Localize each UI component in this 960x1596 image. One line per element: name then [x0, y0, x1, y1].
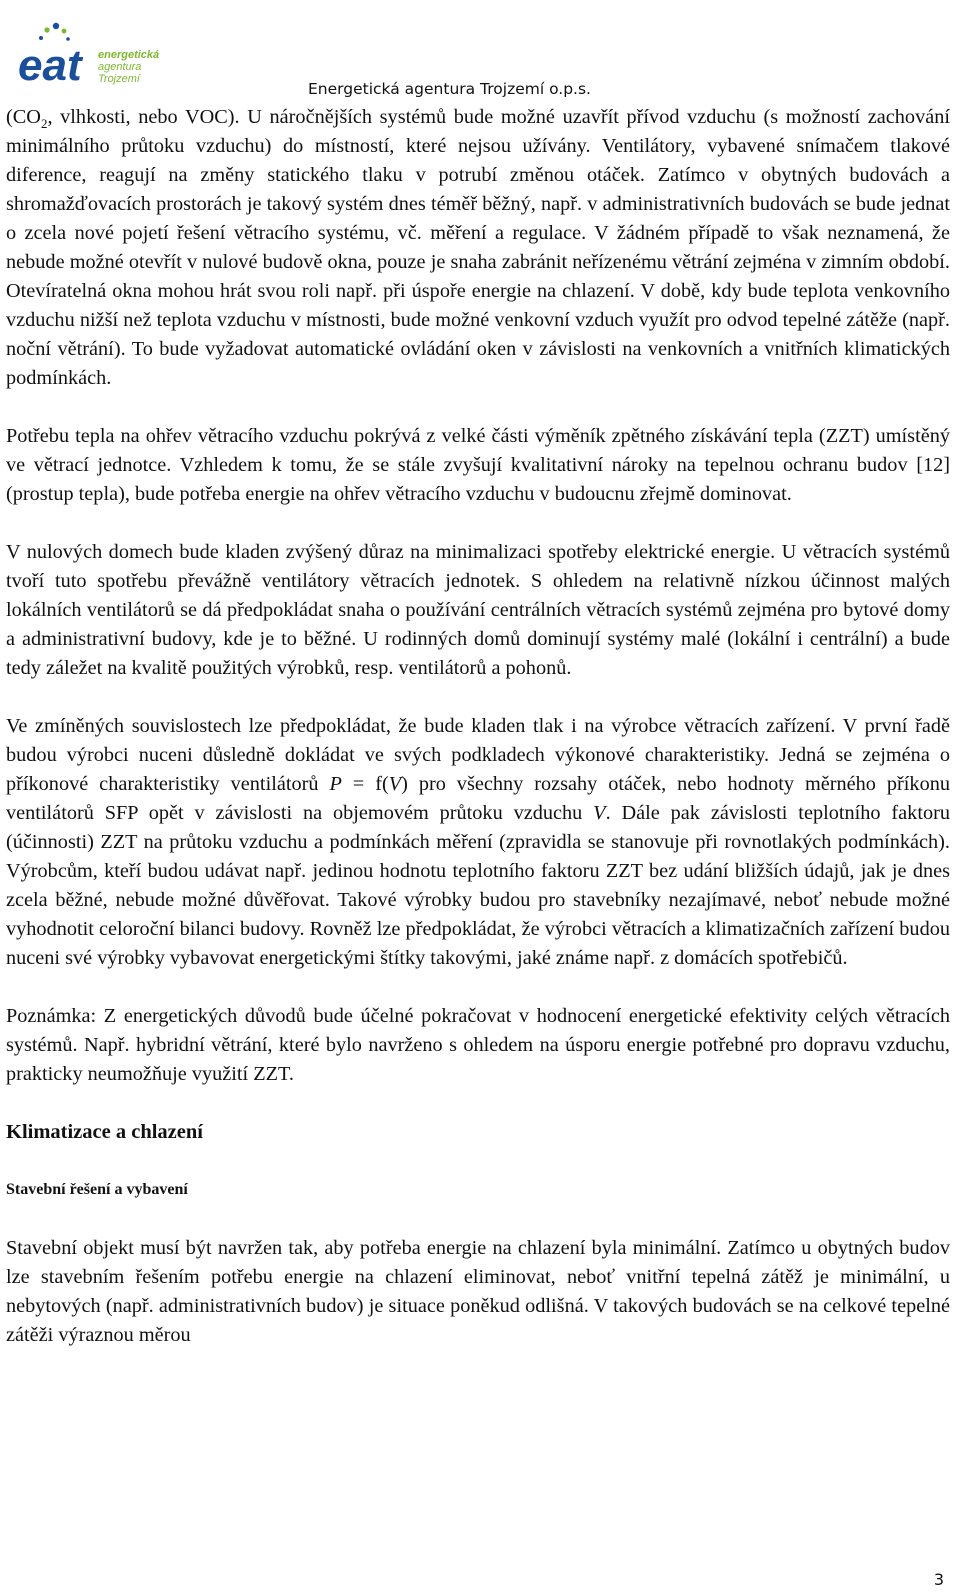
- paragraph-ventilation-control: ($CO_2$, vlhkosti, nebo VOC). U náročnějších systémů bude možné uzavřít přívod vzduchu (s možností zachování minimálního průtoku vzduchu) do místností, které nejsou užívány. Ventilátory, vybavené snímačem tlakové diference, reagují na změny statického tlaku v potrubí změnou otáček. Zatímco v obytných budovách a shromažďovacích prostorách je takový systém dnes téměř běžný, např. v administrativních budovách se bude jednat o zcela nové pojetí řešení větracího systému, vč. měření a regulace. V žádném případě to však neznamená, že nebude možné otevřít v nulové budově okna, pouze je snaha zabránit neřízenému větrání zejména v zimním období. Otevíratelná okna mohou hrát svou roli např. při úspoře energie na chlazení. V době, kdy bude teplota venkovního vzduchu nižší než teplota vzduchu v místnosti, bude možné venkovní vzduch využít pro odvod tepelné zátěže (např. noční větrání). To bude vyžadovat automatické ovládání oken v závislosti na venkovních a vnitřních klimatických podmínkách.: [6, 106, 950, 389]
- section-heading: Klimatizace a chlazení: [6, 1121, 203, 1143]
- organization-name: Energetická agentura Trojzemí o.p.s.: [308, 80, 591, 98]
- subsection-heading: Stavební řešení a vybavení: [6, 1181, 188, 1198]
- paragraph-building-design: Stavební objekt musí být navržen tak, aby potřeba energie na chlazení byla minimální. Zatímco u obytných budov lze stavebním řešením potřebu energie na chlazení eliminovat, neboť vnitřní tepelná zátěž je minimální, u nebytových (např. administrativních budov) je situace poněkud odlišná. V takových budovách se na celkové tepelné zátěži výraznou měrou: [6, 1237, 950, 1346]
- paragraph-manufacturers: Ve zmíněných souvislostech lze předpokládat, že bude kladen tlak i na výrobce větracích zařízení. V první řadě budou výrobci nuceni důsledně dokládat ve svých podkladech výkonové charakteristiky. Jedná se zejména o příkonové charakteristiky ventilátorů P = f(V) pro všechny rozsahy otáček, nebo hodnoty měrného příkonu ventilátorů SFP opět v závislosti na objemovém průtoku vzduchu V. Dále pak závislosti teplotního faktoru (účinnosti) ZZT na průtoku vzduchu a podmínkách měření (zpravidla se stanovuje při rovnotlakých podmínkách). Výrobcům, kteří budou udávat např. jedinou hodnotu teplotního faktoru ZZT bez udání bližších údajů, jak je dnes zcela běžné, nebude možné důvěřovat. Takové výrobky budou pro stavebníky nezajímavé, neboť nebude možné vyhodnotit celoroční bilanci budovy. Rovněž lze předpokládat, že výrobci větracích a klimatizačních zařízení budou nuceni své výrobky vybavovat energetickými štítky takovými, jaké známe např. z domácích spotřebičů.: [6, 715, 950, 969]
- svg-text:Trojzemí: Trojzemí: [98, 73, 140, 85]
- page-header: [0, 0, 960, 100]
- paragraph-electric-consumption: V nulových domech bude kladen zvýšený důraz na minimalizaci spotřeby elektrické energie. U větracích systémů tvoří tuto spotřebu převážně ventilátory větracích jednotek. S ohledem na relativně nízkou účinnost malých lokálních ventilátorů se dá předpokládat snaha o používání centrálních větracích systémů zejména pro bytové domy a administrativní budovy, kde je to běžné. U rodinných domů dominují systémy malé (lokální i centrální) a bude tedy záležet na kvalitě použitých výrobků, resp. ventilátorů a pohonů.: [6, 541, 950, 679]
- svg-text:eat: eat: [18, 41, 82, 88]
- svg-text:agentura: agentura: [98, 61, 142, 73]
- eat-logo: [16, 18, 176, 88]
- paragraph-heat-recovery: Potřebu tepla na ohřev větracího vzduchu pokrývá z velké části výměník zpětného získávání tepla (ZZT) umístěný ve větrací jednotce. Vzhledem k tomu, že se stále zvyšují kvalitativní nároky na tepelnou ochranu budov [12] (prostup tepla), bude potřeba energie na ohřev větracího vzduchu v budoucnu zřejmě dominovat.: [6, 425, 950, 505]
- page-number: 3: [933, 1570, 944, 1589]
- paragraph-note: Poznámka: Z energetických důvodů bude účelné pokračovat v hodnocení energetické efektivity celých větracích systémů. Např. hybridní větrání, které bylo navrženo s ohledem na úsporu energie potřebné pro dopravu vzduchu, prakticky neumožňuje využití ZZT.: [6, 1005, 950, 1085]
- document-body: [6, 103, 950, 1350]
- svg-text:energetická: energetická: [98, 49, 160, 61]
